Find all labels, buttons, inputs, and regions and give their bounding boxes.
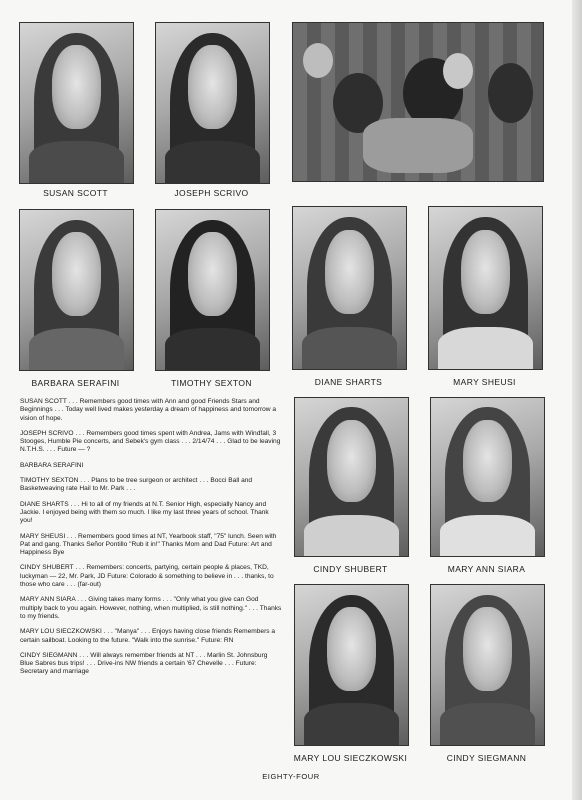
- page-edge: [572, 0, 582, 800]
- portrait-name: MARY LOU SIECZKOWSKI: [293, 753, 408, 763]
- portrait-name: CINDY SIEGMANN: [446, 753, 527, 763]
- portrait-mary-sheusi: [428, 206, 543, 370]
- page-number: EIGHTY-FOUR: [262, 772, 320, 781]
- bio-cindy-shubert: CINDY SHUBERT . . . Remembers: concerts, partying, certain people & places, TKD, luckyman — 22, Mr. Park, JD Future: Colorado & something to believe in . . . thanks, to those who care . . . (far-out): [20, 564, 274, 589]
- portrait-name: CINDY SHUBERT: [313, 564, 388, 574]
- portrait-timothy-sexton: [155, 209, 270, 371]
- portrait-barbara-serafini: [19, 209, 134, 371]
- bio-mary-lou-sieczkowski: MARY LOU SIECZKOWSKI . . . "Manya" . . . Enjoys having close friends Remembers a certain sailboat. Looking to the future. "Walk into the sunrise." Future: RN: [20, 628, 276, 644]
- bio-timothy-sexton: TIMOTHY SEXTON . . . Plans to be tree surgeon or architect . . . Bocci Ball and Basketweaving rate Hail to Mr. Park . . .: [20, 477, 253, 493]
- portrait-name: SUSAN SCOTT: [43, 188, 108, 198]
- portrait-name: MARY SHEUSI: [453, 377, 516, 387]
- bio-mary-sheusi: MARY SHEUSI . . . Remembers good times at NT, Yearbook staff, "75" lunch. Seen with Pat and gang. Thanks Señor Pontillo "Rub it in!" Thanks Mom and Dad Future: Art and Happiness Bye: [20, 532, 277, 557]
- portrait-cindy-siegmann: [430, 584, 545, 746]
- portrait-name: MARY ANN SIARA: [447, 564, 526, 574]
- portrait-diane-sharts: [292, 206, 407, 370]
- portrait-name: TIMOTHY SEXTON: [171, 378, 252, 388]
- bio-diane-sharts: DIANE SHARTS . . . Hi to all of my friends at N.T. Senior High, especially Nancy and Jackie. I enjoyed being with them so much. I like my last three years of school. Thank you!: [20, 500, 269, 525]
- bio-joseph-scrivo: JOSEPH SCRIVO . . . Remembers good times spent with Andrea, Jams with Windfall, 3 Stooges, Humble Pie concerts, and Sebek's gym class . . . 2/14/74 . . . Glad to be leaving N.T.H.S. . . . Future — ?: [20, 429, 281, 454]
- portrait-name: JOSEPH SCRIVO: [174, 188, 249, 198]
- portrait-mary-lou-sieczkowski: [294, 584, 409, 746]
- bio-cindy-siegmann: CINDY SIEGMANN . . . Will always remember friends at NT . . . Marlin St. Johnsburg Blue Sabres bus trips! . . . Drive-ins NW friends a certain '67 Chevelle . . . Future: Secretary and marriage: [20, 651, 268, 676]
- bio-susan-scott: SUSAN SCOTT . . . Remembers good times with Ann and good Friends Stars and Beginnings . . . Today well lived makes yesterday a dream of happiness and tomorrow a vision of hope.: [20, 398, 277, 422]
- portrait-susan-scott: [19, 22, 134, 184]
- portrait-joseph-scrivo: [155, 22, 270, 184]
- portrait-cindy-shubert: [294, 397, 409, 557]
- portrait-name: BARBARA SERAFINI: [31, 378, 120, 388]
- portrait-mary-ann-siara: [430, 397, 545, 557]
- bio-mary-ann-siara: MARY ANN SIARA . . . Giving takes many forms . . . "Only what you give can God multiply back to you again. However, nothing, when multiplied, is still nothing." . . . Thanks to my friends.: [20, 596, 282, 620]
- bio-barbara-serafini: BARBARA SERAFINI: [20, 461, 84, 469]
- portrait-name: DIANE SHARTS: [314, 377, 383, 387]
- candid-cafeteria-photo: [292, 22, 544, 182]
- senior-bios: [20, 398, 282, 684]
